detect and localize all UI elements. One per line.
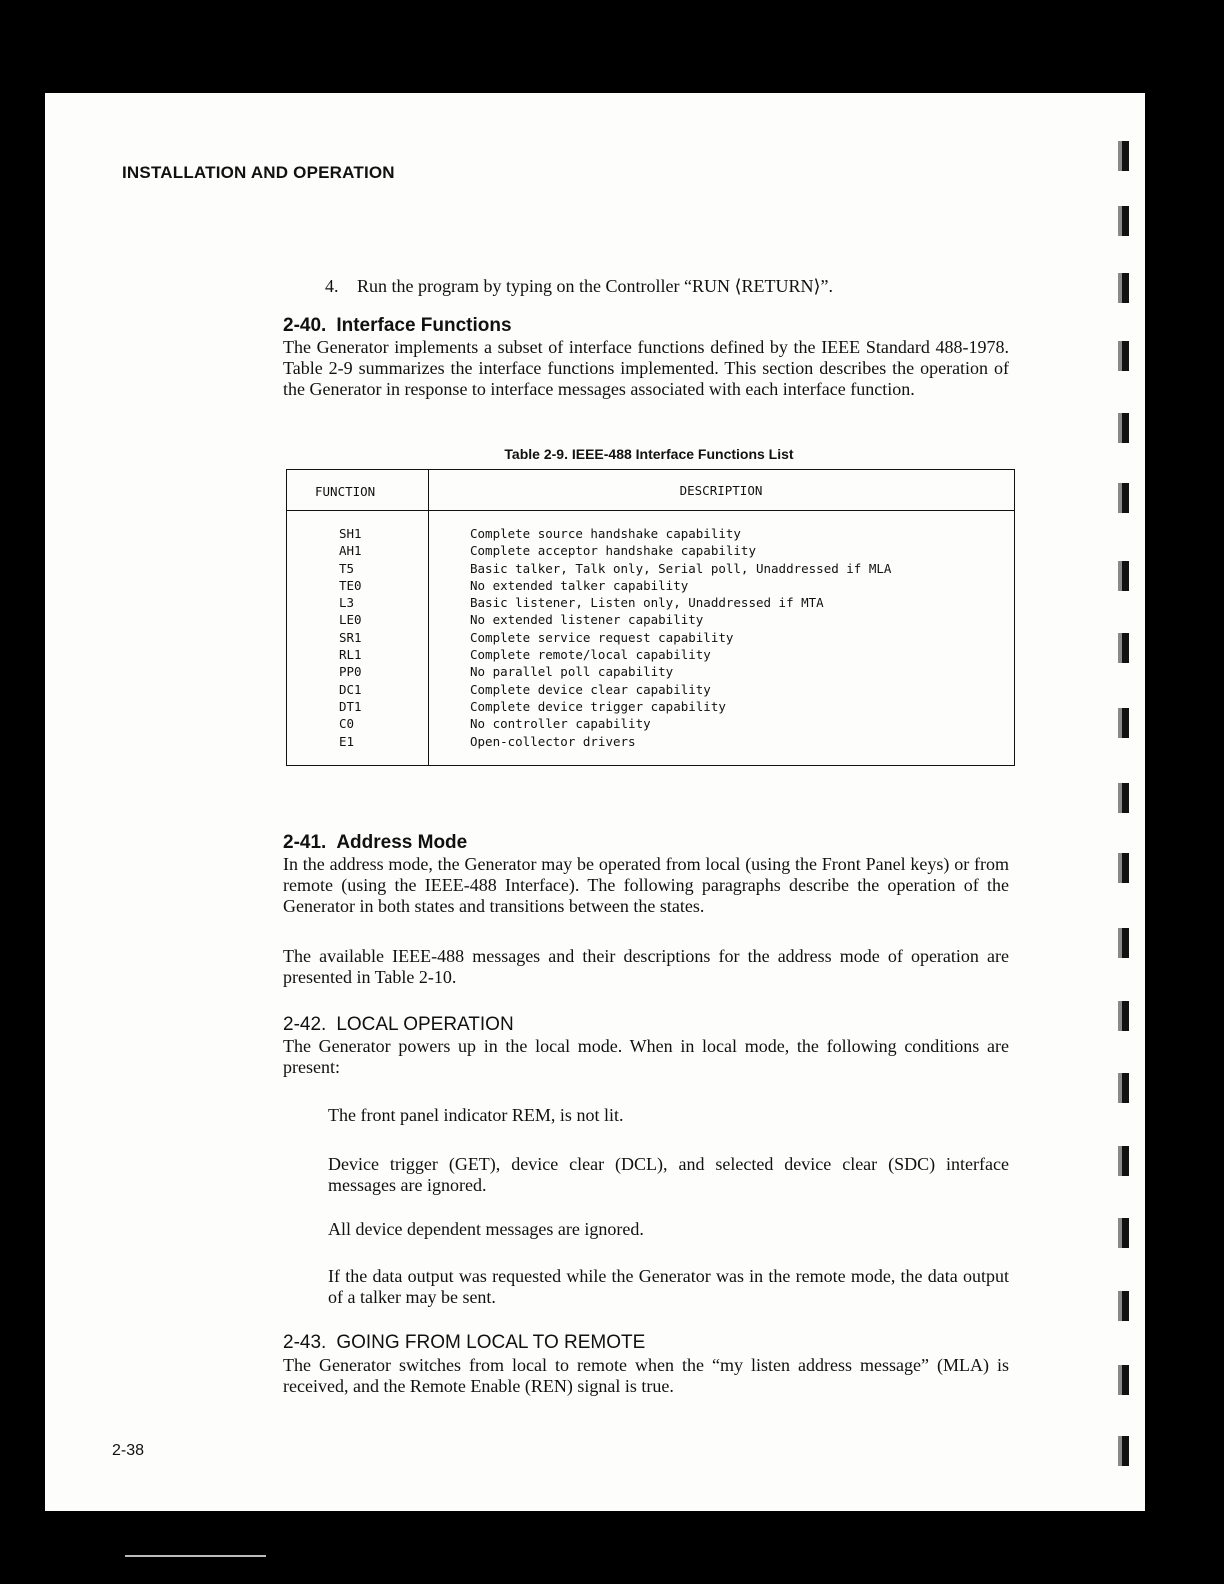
table-cell-description: No extended listener capability xyxy=(470,612,704,628)
edge-tab-marker xyxy=(1118,708,1129,738)
table-description-column xyxy=(470,525,891,750)
table-cell-function: L3 xyxy=(339,595,355,611)
table-cell-function: RL1 xyxy=(339,647,362,663)
table-cell-description: Open-collector drivers xyxy=(470,733,636,749)
paragraph-2-41-a: In the address mode, the Generator may be operated from local (using the Front Panel keys) or from remote (using the IEEE-488 Interface). The following paragraphs describe the operation of the Generator in both states and transitions between the states. xyxy=(283,854,1009,916)
section-title: GOING FROM LOCAL TO REMOTE xyxy=(336,1332,646,1353)
edge-tab-marker xyxy=(1118,1146,1129,1176)
table-cell-function: AH1 xyxy=(339,543,362,559)
table-cell-function: DC1 xyxy=(339,681,362,697)
condition-item: If the data output was requested while the Generator was in the remote mode, the data output of a talker may be sent. xyxy=(328,1266,1009,1307)
edge-tab-marker xyxy=(1118,853,1129,883)
section-heading-2-42 xyxy=(283,1014,514,1036)
section-number: 2-43. xyxy=(283,1332,327,1353)
edge-tab-marker xyxy=(1118,413,1129,443)
table-cell-description: Complete device clear capability xyxy=(470,681,711,697)
table-cell-description: No extended talker capability xyxy=(470,577,689,593)
table-cell-description: Basic listener, Listen only, Unaddressed if MTA xyxy=(470,595,824,611)
edge-tab-marker xyxy=(1118,483,1129,513)
section-title: Interface Functions xyxy=(336,315,512,336)
condition-item: All device dependent messages are ignored. xyxy=(328,1219,644,1239)
table-cell-function: TE0 xyxy=(339,577,362,593)
edge-tab-marker xyxy=(1118,206,1129,236)
paragraph-2-41-b: The available IEEE-488 messages and their descriptions for the address mode of operation are presented in Table 2-10. xyxy=(283,946,1009,987)
edge-tab-marker xyxy=(1118,1436,1129,1466)
edge-tab-marker xyxy=(1118,1291,1129,1321)
edge-tab-marker xyxy=(1118,1365,1129,1395)
edge-tab-marker xyxy=(1118,928,1129,958)
paragraph-2-40: The Generator implements a subset of interface functions defined by the IEEE Standard 488-1978. Table 2-9 summarizes the interface functions implemented. This section describes the operation of the Generator in response to interface messages associated with each interface function. xyxy=(283,337,1009,399)
table-cell-description: Complete device trigger capability xyxy=(470,698,726,714)
section-number: 2-42. xyxy=(283,1014,327,1035)
section-number: 2-40. xyxy=(283,315,327,336)
table-cell-function: SR1 xyxy=(339,629,362,645)
page-number: 2-38 xyxy=(112,1442,145,1459)
edge-tab-marker xyxy=(1118,1218,1129,1248)
edge-tab-marker xyxy=(1118,633,1129,663)
table-cell-function: T5 xyxy=(339,560,355,576)
table-header-divider xyxy=(287,510,1014,511)
edge-tab-marker xyxy=(1118,783,1129,813)
section-title: Address Mode xyxy=(336,832,468,853)
table-cell-description: Complete service request capability xyxy=(470,629,734,645)
edge-tab-marker xyxy=(1118,1073,1129,1103)
table-caption: Table 2-9. IEEE-488 Interface Functions List xyxy=(504,446,794,462)
interface-functions-table xyxy=(286,469,1015,766)
section-heading-2-40 xyxy=(283,315,512,337)
table-cell-function: PP0 xyxy=(339,664,362,680)
paragraph-2-42: The Generator powers up in the local mode. When in local mode, the following conditions are present: xyxy=(283,1036,1009,1077)
table-header-description: DESCRIPTION xyxy=(679,483,763,498)
edge-tab-marker xyxy=(1118,561,1129,591)
table-cell-function: DT1 xyxy=(339,698,362,714)
table-cell-description: No controller capability xyxy=(470,716,651,732)
section-number: 2-41. xyxy=(283,832,327,853)
step-4 xyxy=(325,276,833,297)
section-heading-2-41 xyxy=(283,832,467,854)
edge-tab-marker xyxy=(1118,341,1129,371)
table-cell-function: LE0 xyxy=(339,612,362,628)
table-cell-function: C0 xyxy=(339,716,355,732)
step-number: 4. xyxy=(325,276,339,296)
running-head: INSTALLATION AND OPERATION xyxy=(122,163,395,182)
table-cell-description: Complete remote/local capability xyxy=(470,647,711,663)
table-cell-description: Complete source handshake capability xyxy=(470,526,741,541)
table-cell-function: SH1 xyxy=(339,526,362,541)
step-text: Run the program by typing on the Controller “RUN ⟨RETURN⟩”. xyxy=(357,276,833,296)
edge-tab-marker xyxy=(1118,1001,1129,1031)
table-cell-description: Complete acceptor handshake capability xyxy=(470,543,756,559)
table-column-divider xyxy=(428,470,429,765)
section-title: LOCAL OPERATION xyxy=(336,1014,514,1035)
table-cell-function: E1 xyxy=(339,733,355,749)
condition-item: Device trigger (GET), device clear (DCL), and selected device clear (SDC) interface messages are ignored. xyxy=(328,1154,1009,1195)
paragraph-2-43: The Generator switches from local to remote when the “my listen address message” (MLA) is received, and the Remote Enable (REN) signal is true. xyxy=(283,1355,1009,1396)
document-page xyxy=(45,93,1145,1511)
edge-tab-marker xyxy=(1118,273,1129,303)
condition-item: The front panel indicator REM, is not lit. xyxy=(328,1105,624,1125)
edge-tab-marker xyxy=(1118,141,1129,171)
table-header-function: FUNCTION xyxy=(315,484,376,499)
section-heading-2-43 xyxy=(283,1332,645,1354)
scan-artifact-rule xyxy=(125,1555,266,1557)
table-cell-description: No parallel poll capability xyxy=(470,664,674,680)
table-function-column xyxy=(339,525,362,750)
table-cell-description: Basic talker, Talk only, Serial poll, Unaddressed if MLA xyxy=(470,560,892,576)
